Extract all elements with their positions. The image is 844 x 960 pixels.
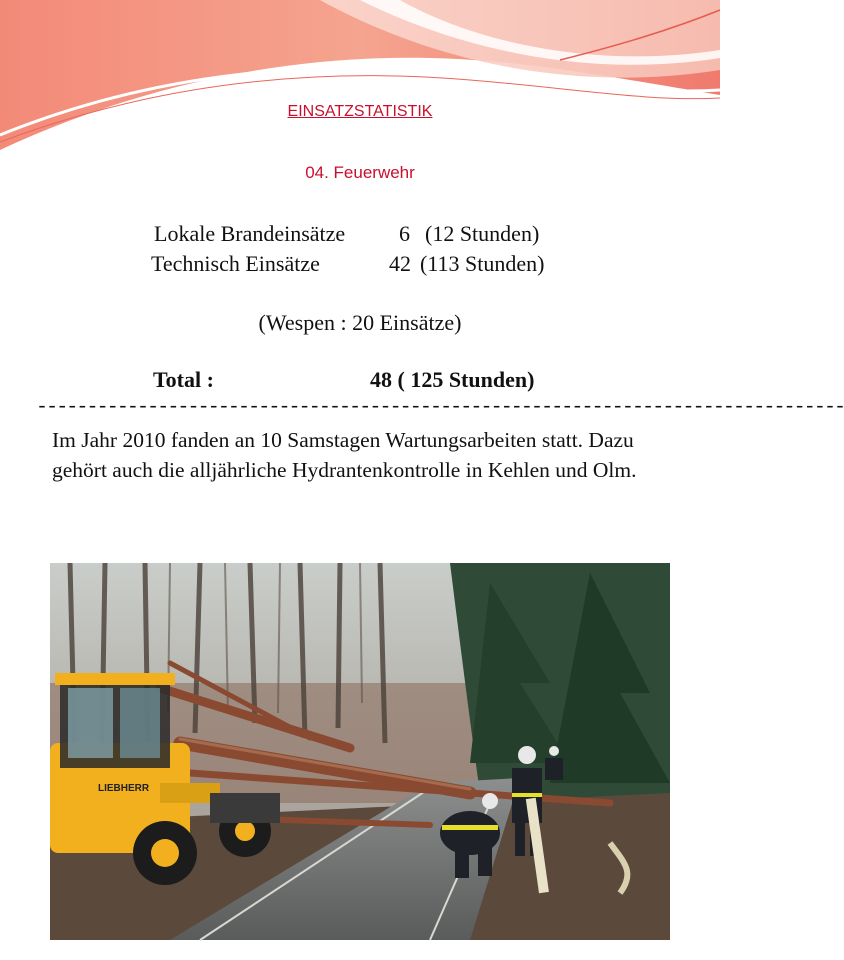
total-row [0, 367, 720, 397]
wespen-note: (Wespen : 20 Einsätze) [258, 310, 462, 335]
stat-row-technisch [0, 251, 720, 281]
body-paragraph: Im Jahr 2010 fanden an 10 Samstagen Wartungsarbeiten statt. Dazu gehört auch die alljährliche Hydrantenkontrolle in Kehlen und Olm. [52, 428, 637, 482]
total-value: 48 ( 125 Stunden) [370, 367, 535, 392]
dashed-divider: -------------------------------------------------------------------------------- [36, 396, 844, 419]
stat-detail: (113 Stunden) [420, 251, 545, 276]
photo-fallen-trees [50, 563, 670, 940]
stat-label: Technisch Einsätze [151, 251, 320, 276]
machine-brand-label: LIEBHERR [98, 783, 150, 794]
section-subtitle: 04. Feuerwehr [305, 163, 415, 182]
stat-label: Lokale Brandeinsätze [154, 221, 346, 246]
stat-value: 42 [389, 251, 411, 276]
page-title: EINSATZSTATISTIK [287, 103, 433, 120]
stat-detail: (12 Stunden) [425, 221, 540, 246]
photo-illustration [50, 563, 670, 940]
header-wave-decoration [0, 0, 720, 150]
stat-value: 6 [399, 221, 410, 246]
stat-row-brand [0, 221, 720, 251]
total-label: Total : [153, 367, 214, 392]
